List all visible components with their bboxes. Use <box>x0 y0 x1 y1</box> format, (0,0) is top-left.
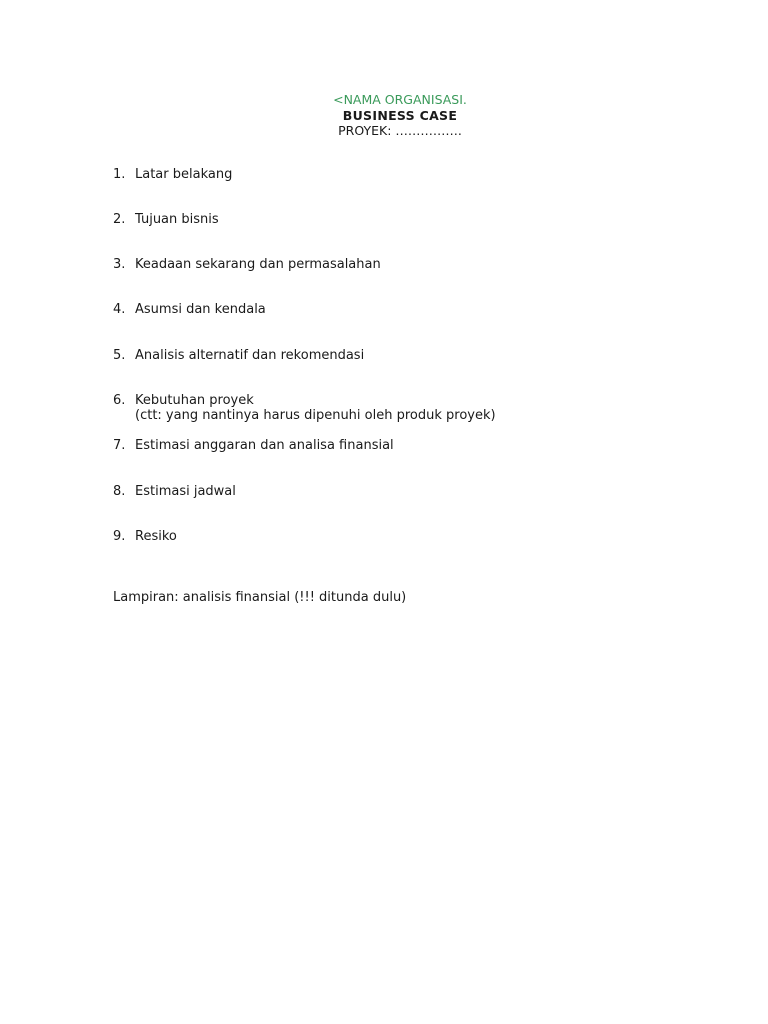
section-label: Estimasi jadwal <box>135 484 236 499</box>
organization-name: <NAMA ORGANISASI. <box>333 92 467 107</box>
section-label: Asumsi dan kendala <box>135 302 266 317</box>
section-item <box>113 167 232 182</box>
section-number: 2. <box>113 212 126 227</box>
section-item <box>113 348 364 363</box>
section-label: Latar belakang <box>135 167 233 182</box>
document-title: BUSINESS CASE <box>342 107 458 123</box>
section-item <box>113 212 219 227</box>
section-number: 4. <box>113 302 126 317</box>
section-number: 1. <box>113 167 126 182</box>
section-label: Kebutuhan proyek <box>135 393 254 408</box>
section-number: 5. <box>113 348 126 363</box>
section-number: 3. <box>113 257 126 272</box>
section-note: (ctt: yang nantinya harus dipenuhi oleh produk proyek) <box>135 408 496 423</box>
appendix-note: Lampiran: analisis finansial (!!! ditunda dulu) <box>113 590 407 605</box>
section-label: Tujuan bisnis <box>135 212 219 227</box>
section-item <box>113 529 177 544</box>
section-item <box>113 438 394 453</box>
section-number: 8. <box>113 484 126 499</box>
section-number: 6. <box>113 393 126 408</box>
section-number: 9. <box>113 529 126 544</box>
section-item <box>113 257 381 272</box>
section-item <box>113 484 236 499</box>
section-item <box>113 302 266 317</box>
section-label: Resiko <box>135 529 177 544</box>
section-label: Keadaan sekarang dan permasalahan <box>135 257 381 272</box>
section-label: Estimasi anggaran dan analisa finansial <box>135 438 394 453</box>
project-name: PROYEK: ……………. <box>338 123 462 138</box>
section-label: Analisis alternatif dan rekomendasi <box>135 348 365 363</box>
section-item <box>113 393 496 423</box>
section-number: 7. <box>113 438 126 453</box>
document-header <box>0 92 768 139</box>
